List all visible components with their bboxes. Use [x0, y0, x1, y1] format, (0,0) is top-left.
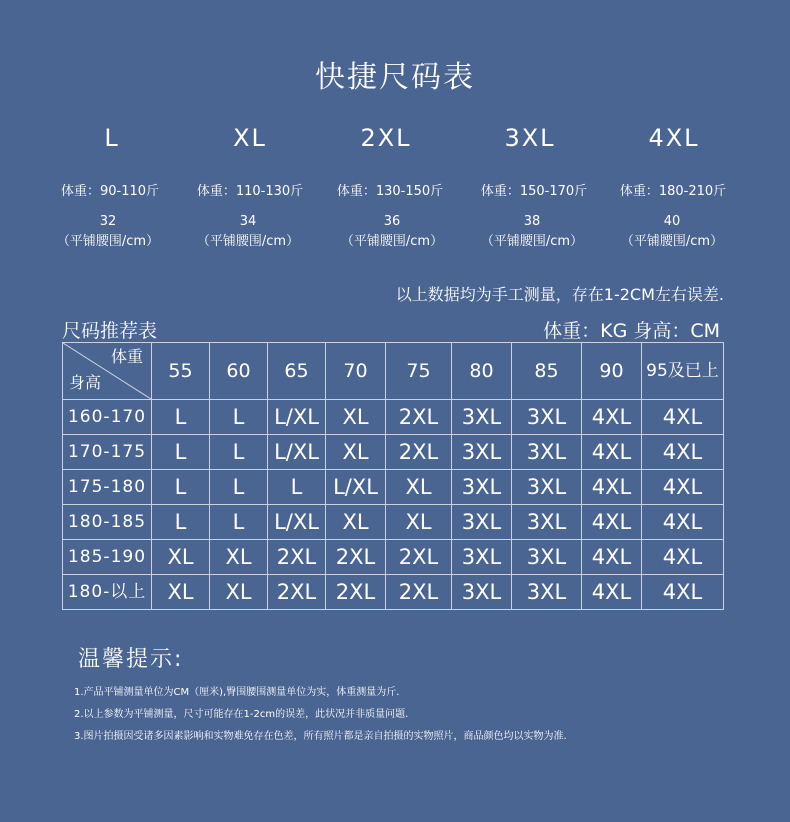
size-cell: 2XL: [386, 540, 452, 575]
size-labels-row: [0, 124, 790, 158]
size-cell: L/XL: [268, 505, 326, 540]
tip-item: 2.以上参数为平铺测量，尺寸可能存在1-2cm的误差，此状况并非质量问题.: [74, 709, 409, 720]
size-cell: L: [152, 505, 210, 540]
size-cell: 4XL: [582, 400, 642, 435]
weight-header: 75: [386, 343, 452, 400]
weight-header: 55: [152, 343, 210, 400]
size-weight: 体重：130-150斤: [336, 184, 444, 199]
size-cell: L: [210, 435, 268, 470]
tips-list: [74, 682, 567, 748]
corner-weight-label: 体重: [110, 347, 143, 366]
waist-value: 38: [523, 214, 541, 229]
table-row: [63, 505, 724, 540]
size-cell: 4XL: [582, 575, 642, 610]
size-cell: 4XL: [582, 505, 642, 540]
height-label: 175-180: [63, 470, 152, 505]
weight-header: 95及已上: [642, 343, 724, 400]
tip-item: 3.图片拍摄因受诸多因素影响和实物难免存在色差，所有照片都是亲自拍摄的实物照片，商品颜色均以实物为准.: [74, 731, 567, 742]
table-header-row: [63, 343, 724, 400]
size-cell: XL: [386, 505, 452, 540]
waist-value: 40: [663, 214, 681, 229]
size-label: 4XL: [648, 124, 700, 152]
size-cell: 3XL: [512, 400, 582, 435]
size-cell: L: [210, 400, 268, 435]
size-cell: 3XL: [452, 505, 512, 540]
size-cell: 3XL: [452, 575, 512, 610]
size-cell: 3XL: [512, 470, 582, 505]
corner-height-label: 身高: [69, 373, 102, 392]
size-cell: 2XL: [386, 435, 452, 470]
size-cell: XL: [152, 540, 210, 575]
table-row: [63, 470, 724, 505]
size-cell: 4XL: [642, 575, 724, 610]
page-title: 快捷尺码表: [315, 60, 475, 95]
table-row: [63, 435, 724, 470]
size-cell: L: [210, 470, 268, 505]
size-label: 3XL: [504, 124, 556, 152]
size-cell: 4XL: [642, 540, 724, 575]
size-cell: 3XL: [452, 470, 512, 505]
size-weight: 体重：180-210斤: [619, 184, 727, 199]
table-row: [63, 400, 724, 435]
size-cell: L/XL: [268, 400, 326, 435]
size-cell: 4XL: [582, 435, 642, 470]
waist-value: 34: [239, 214, 257, 229]
waist-value: 36: [383, 214, 401, 229]
size-cell: 2XL: [268, 575, 326, 610]
size-cell: 4XL: [642, 435, 724, 470]
size-cell: XL: [326, 435, 386, 470]
size-cell: L: [268, 470, 326, 505]
size-cell: 4XL: [642, 505, 724, 540]
height-label: 185-190: [63, 540, 152, 575]
weight-header: 90: [582, 343, 642, 400]
size-waist: [592, 212, 752, 252]
weight-header: 85: [512, 343, 582, 400]
size-label: L: [104, 124, 120, 152]
tips-title: 温馨提示:: [78, 647, 184, 672]
size-label: XL: [233, 124, 267, 152]
size-cell: 4XL: [582, 540, 642, 575]
waist-unit: （平铺腰围/cm）: [480, 234, 584, 249]
height-label: 180-185: [63, 505, 152, 540]
size-cell: XL: [210, 540, 268, 575]
size-cell: L: [152, 400, 210, 435]
weight-header: 80: [452, 343, 512, 400]
recommend-title: 尺码推荐表: [62, 320, 158, 342]
size-waist: [168, 212, 328, 252]
size-cell: XL: [326, 505, 386, 540]
size-cell: XL: [386, 470, 452, 505]
size-cell: 2XL: [386, 400, 452, 435]
size-cell: 3XL: [512, 575, 582, 610]
size-cell: 3XL: [452, 435, 512, 470]
size-cell: 3XL: [512, 435, 582, 470]
height-label: 180-以上: [63, 575, 152, 610]
weight-header: 65: [268, 343, 326, 400]
size-weight: 体重：90-110斤: [60, 184, 160, 199]
waist-unit: （平铺腰围/cm）: [620, 234, 724, 249]
size-cell: L/XL: [326, 470, 386, 505]
table-row: [63, 540, 724, 575]
waist-unit: （平铺腰围/cm）: [340, 234, 444, 249]
size-label: 2XL: [360, 124, 412, 152]
size-cell: 2XL: [386, 575, 452, 610]
height-label: 170-175: [63, 435, 152, 470]
size-waist: [312, 212, 472, 252]
size-waist: [28, 212, 188, 252]
size-waist-row: [0, 212, 790, 252]
size-cell: 4XL: [642, 400, 724, 435]
tip-item: 1.产品平铺测量单位为CM（厘米),臀围腰围测量单位为实，体重测量为斤.: [74, 687, 400, 698]
size-cell: L: [152, 470, 210, 505]
size-cell: 3XL: [452, 400, 512, 435]
waist-unit: （平铺腰围/cm）: [196, 234, 300, 249]
size-cell: 3XL: [452, 540, 512, 575]
size-cell: L: [152, 435, 210, 470]
size-weight: 体重：110-130斤: [196, 184, 304, 199]
recommend-units: 体重：KG 身高：CM: [543, 320, 720, 342]
size-cell: XL: [326, 400, 386, 435]
size-cell: L: [210, 505, 268, 540]
height-label: 160-170: [63, 400, 152, 435]
size-cell: XL: [152, 575, 210, 610]
size-cell: 3XL: [512, 505, 582, 540]
size-cell: XL: [210, 575, 268, 610]
size-cell: 4XL: [642, 470, 724, 505]
weight-header: 70: [326, 343, 386, 400]
table-corner-cell: [63, 343, 152, 400]
size-recommend-table: [62, 342, 724, 610]
measurement-note: 以上数据均为手工测量，存在1-2CM左右误差.: [395, 285, 724, 304]
size-cell: 3XL: [512, 540, 582, 575]
size-cell: 4XL: [582, 470, 642, 505]
size-weight: 体重：150-170斤: [480, 184, 588, 199]
size-waist: [452, 212, 612, 252]
waist-value: 32: [99, 214, 117, 229]
size-cell: 2XL: [326, 540, 386, 575]
size-cell: 2XL: [268, 540, 326, 575]
size-weights-row: [0, 180, 790, 200]
table-row: [63, 575, 724, 610]
size-cell: L/XL: [268, 435, 326, 470]
weight-header: 60: [210, 343, 268, 400]
size-cell: 2XL: [326, 575, 386, 610]
waist-unit: （平铺腰围/cm）: [56, 234, 160, 249]
